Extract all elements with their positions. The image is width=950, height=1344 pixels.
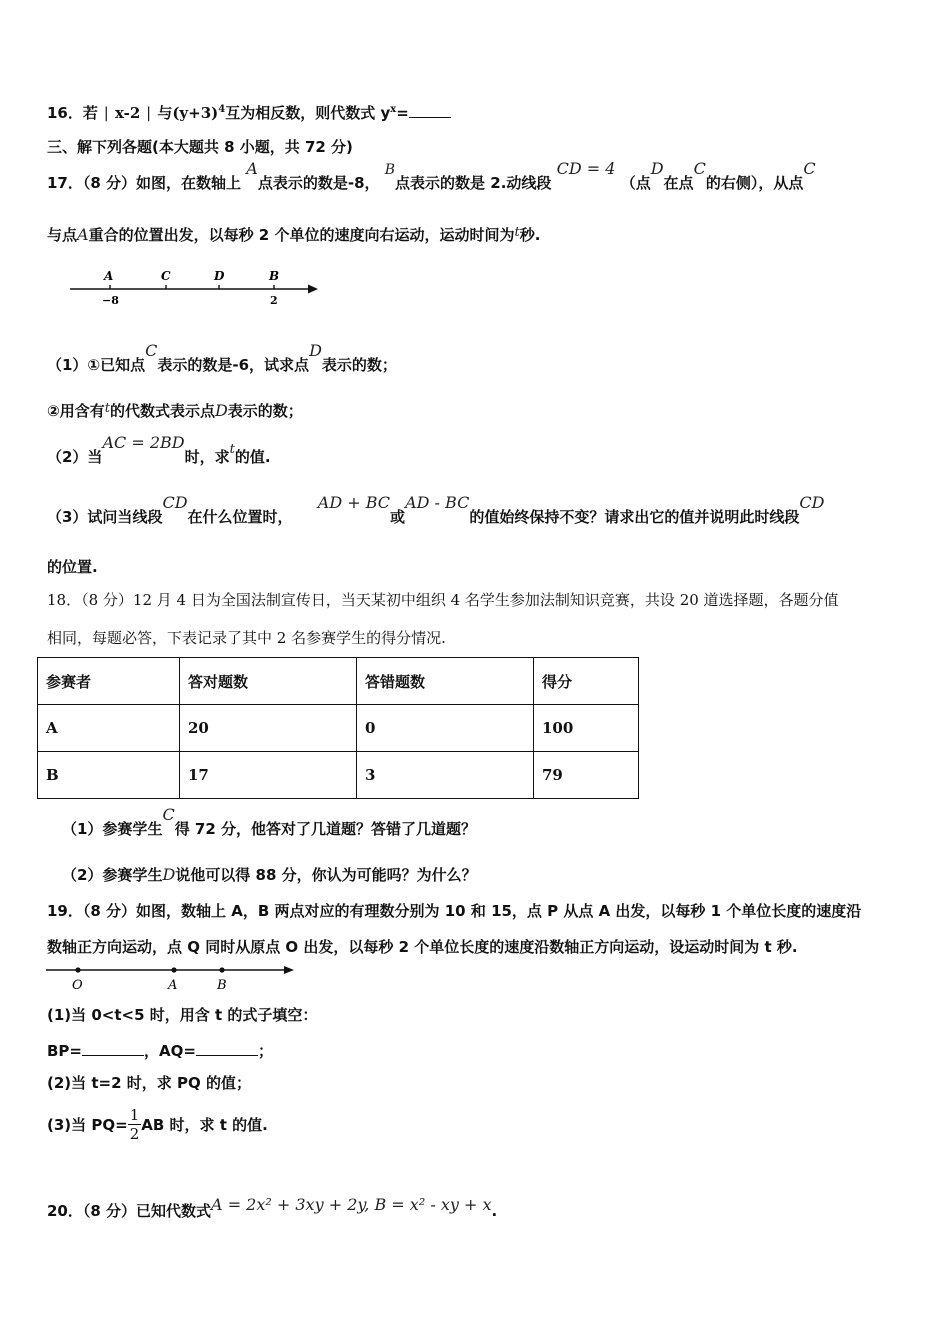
aq-blank[interactable]	[196, 1043, 258, 1056]
table-cell: B	[38, 752, 180, 799]
q16-number: 16．	[47, 104, 83, 122]
abs-bar-right: ∣	[140, 104, 158, 122]
q19-line2: 数轴正方向运动，点 Q 同时从原点 O 出发，以每秒 2 个单位长度的速度沿数轴正方向运动，设运动时间为 t 秒.	[47, 938, 798, 956]
q18-line2: 相同，每题必答，下表记录了其中 2 名参赛学生的得分情况.	[47, 629, 446, 647]
q17-part3: （3）试问当线段CD在什么位置时， AD + BC或AD - BC的值始终保持不变？请求出它的值并说明此时线段CD	[47, 493, 825, 526]
q17-number-line	[66, 264, 326, 310]
table-cell: 20	[180, 705, 357, 752]
ac-eq-2bd: AC = 2BD	[102, 433, 185, 452]
table-cell: 100	[534, 705, 639, 752]
answer-blank[interactable]	[409, 105, 451, 118]
cd-equation: CD = 4	[556, 159, 616, 178]
axis-label-C: C	[161, 269, 171, 283]
q19-part3: (3)当 PQ= $\frac{1}{2}$ AB 时，求 t 的值.	[47, 1106, 268, 1143]
axis-label-B: B	[269, 269, 280, 283]
q17-part3-end: 的位置.	[47, 558, 98, 576]
q18-part2: （2）参赛学生D说他可以得 88 分，你认为可能吗？为什么？	[62, 865, 477, 884]
table-header: 答错题数	[357, 658, 534, 705]
q17-line2: 与点A重合的位置出发，以每秒 2 个单位的速度向右运动，运动时间为t秒.	[47, 225, 541, 244]
axis-label-A: A	[104, 269, 114, 283]
table-row	[38, 705, 639, 752]
var-B: B	[384, 162, 396, 178]
q18-part1: （1）参赛学生C得 72 分，他答对了几道题？答错了几道题？	[62, 805, 477, 838]
q19-part2: (2)当 t=2 时，求 PQ 的值；	[47, 1074, 251, 1092]
q19-part1-blanks: BP= ，AQ= ；	[47, 1042, 273, 1060]
q16-abs-expr: x-2	[114, 104, 141, 122]
q19-part1: (1)当 0<t<5 时，用含 t 的式子填空：	[47, 1006, 318, 1024]
q16-line: 16．若 ∣ x-2 ∣ 与$(y+3)^4$互为相反数，则代数式 $y^x=$	[47, 102, 451, 123]
section-title: 三、解下列各题(本大题共 8 小题，共 72 分)	[47, 138, 353, 156]
table-cell: 17	[180, 752, 357, 799]
q17-part1a: （1）①已知点C表示的数是-6，试求点D表示的数；	[47, 341, 397, 374]
table-header-row	[38, 658, 639, 705]
table-row	[38, 752, 639, 799]
table-cell: 79	[534, 752, 639, 799]
table-cell: A	[38, 705, 180, 752]
ad-plus-bc: AD + BC	[317, 493, 391, 512]
q17-line1: 17．（8 分）如图，在数轴上 A点表示的数是-8， B点表示的数是 2.动线段 CD = 4 （点D在点C的右侧），从点C	[47, 159, 816, 192]
q17-part1b: ②用含有t的代数式表示点D表示的数；	[47, 401, 303, 420]
axis-label-B: B	[217, 978, 227, 993]
q20-expression: A = 2x² + 3xy + 2y, B = x² - xy + x	[211, 1195, 492, 1214]
one-half-fraction: $\frac{1}{2}$	[129, 1106, 140, 1143]
table-header: 答对题数	[180, 658, 357, 705]
abs-bar-left: ∣	[97, 104, 115, 122]
q19-line1: 19．（8 分）如图，数轴上 A，B 两点对应的有理数分别为 10 和 15，点 P 从点 A 出发，以每秒 1 个单位长度的速度沿	[47, 902, 862, 920]
table-cell: 3	[357, 752, 534, 799]
axis-label-A: A	[168, 978, 178, 993]
q20-line: 20．（8 分）已知代数式A = 2x² + 3xy + 2y, B = x² - xy + x.	[47, 1195, 498, 1220]
var-A: A	[246, 159, 258, 178]
table-cell: 0	[357, 705, 534, 752]
q17-part2: （2）当AC = 2BD时，求t的值.	[47, 433, 271, 466]
axis-label-D: D	[214, 269, 225, 283]
table-header: 得分	[534, 658, 639, 705]
axis-tick-minus8: −8	[102, 294, 119, 307]
table-header: 参赛者	[38, 658, 180, 705]
bp-blank[interactable]	[82, 1043, 144, 1056]
q19-number-line	[44, 960, 300, 994]
axis-label-O: O	[72, 978, 83, 993]
q18-line1: 18．（8 分）12 月 4 日为全国法制宣传日，当天某初中组织 4 名学生参加法制知识竞赛，共设 20 道选择题，各题分值	[47, 591, 839, 609]
axis-tick-2: 2	[270, 294, 278, 307]
ad-minus-bc: AD - BC	[405, 493, 470, 512]
score-table	[37, 657, 639, 799]
